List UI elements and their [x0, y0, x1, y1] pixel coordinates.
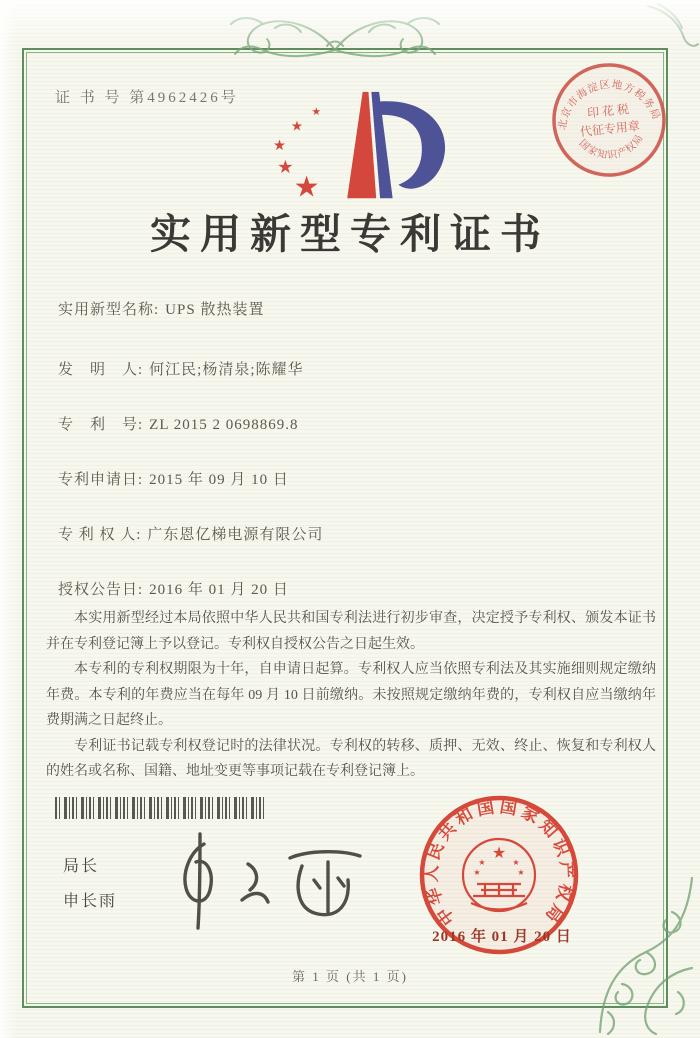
svg-text:★: ★	[473, 868, 481, 877]
field-utility-model-name	[58, 298, 264, 319]
svg-text:★: ★	[478, 858, 486, 867]
stamp-arc-bottom-text: 国家知识产权局	[576, 132, 647, 162]
field-grant-date	[58, 578, 289, 599]
svg-text:★: ★	[512, 858, 520, 867]
commissioner-title: 局长	[63, 858, 100, 875]
commissioner-name: 申长雨	[63, 893, 118, 910]
svg-text:★: ★	[311, 105, 322, 119]
field-patentee	[58, 523, 323, 544]
svg-text:★: ★	[491, 843, 507, 862]
legal-paragraph-2: 本专利的专利权期限为十年，自申请日起算。专利权人应当依照专利法及其实施细则规定缴纳年费。本专利的年费应当在每年 09 月 10 日前缴纳。未按照规定缴纳年费的，专利权自应当缴纳年费期满之日起终止。	[46, 662, 656, 728]
legal-paragraph-1: 本实用新型经过本局依照中华人民共和国专利法进行初步审查，决定授予专利权、颁发本证书并在专利登记簿上予以登记。专利权自授权公告之日起生效。	[46, 611, 656, 652]
field-label: 专利申请日:	[58, 472, 144, 488]
seal-ring-text: 中华人民共和国国家知识产权局	[421, 796, 577, 929]
field-value: ZL 2015 2 0698869.8	[149, 417, 299, 433]
field-patent-number	[58, 413, 298, 434]
legal-body-text	[46, 606, 656, 785]
seal-date: 2016 年 01 月 20 日	[432, 929, 572, 945]
field-value: UPS 散热装置	[165, 302, 265, 318]
field-filing-date	[58, 468, 289, 489]
svg-text:★: ★	[517, 868, 525, 877]
field-label: 发 明 人:	[58, 362, 144, 378]
stamp-duty-seal-icon	[542, 53, 676, 187]
stamp-arc-top-text: 北京市海淀区地方税务局	[557, 79, 662, 131]
svg-text:★: ★	[293, 169, 320, 204]
cnipa-patent-logo-icon	[255, 88, 451, 204]
commissioner-signature-icon	[138, 828, 378, 936]
field-label: 实用新型名称:	[58, 302, 160, 318]
stamp-center-line2: 代征专用章	[579, 118, 641, 140]
corner-flourish-ornament-icon	[644, 0, 700, 50]
stamp-center-line1: 印 花 税	[586, 101, 630, 121]
field-inventors	[58, 358, 304, 379]
svg-text:★: ★	[290, 118, 303, 135]
svg-text:★: ★	[273, 137, 287, 154]
field-value: 2015 年 09 月 10 日	[149, 472, 289, 488]
field-value: 2016 年 01 月 20 日	[149, 582, 289, 598]
field-value: 何江民;杨清泉;陈耀华	[149, 362, 304, 378]
certificate-title: 实用新型专利证书	[150, 211, 550, 257]
legal-paragraph-3: 专利证书记载专利权登记时的法律状况。专利权的转移、质押、无效、终止、恢复和专利权人的姓名或名称、国籍、地址变更等事项记载在专利登记簿上。	[46, 738, 656, 779]
svg-text:★: ★	[277, 157, 294, 179]
field-label: 授权公告日:	[58, 582, 144, 598]
field-label: 专 利 权 人:	[58, 527, 142, 543]
certificate-number: 证 书 号 第4962426号	[55, 90, 239, 106]
field-label: 专 利 号:	[58, 417, 144, 433]
field-value: 广东恩亿梯电源有限公司	[147, 527, 324, 543]
page-number: 第 1 页 (共 1 页)	[292, 969, 408, 984]
barcode-icon	[55, 797, 265, 819]
